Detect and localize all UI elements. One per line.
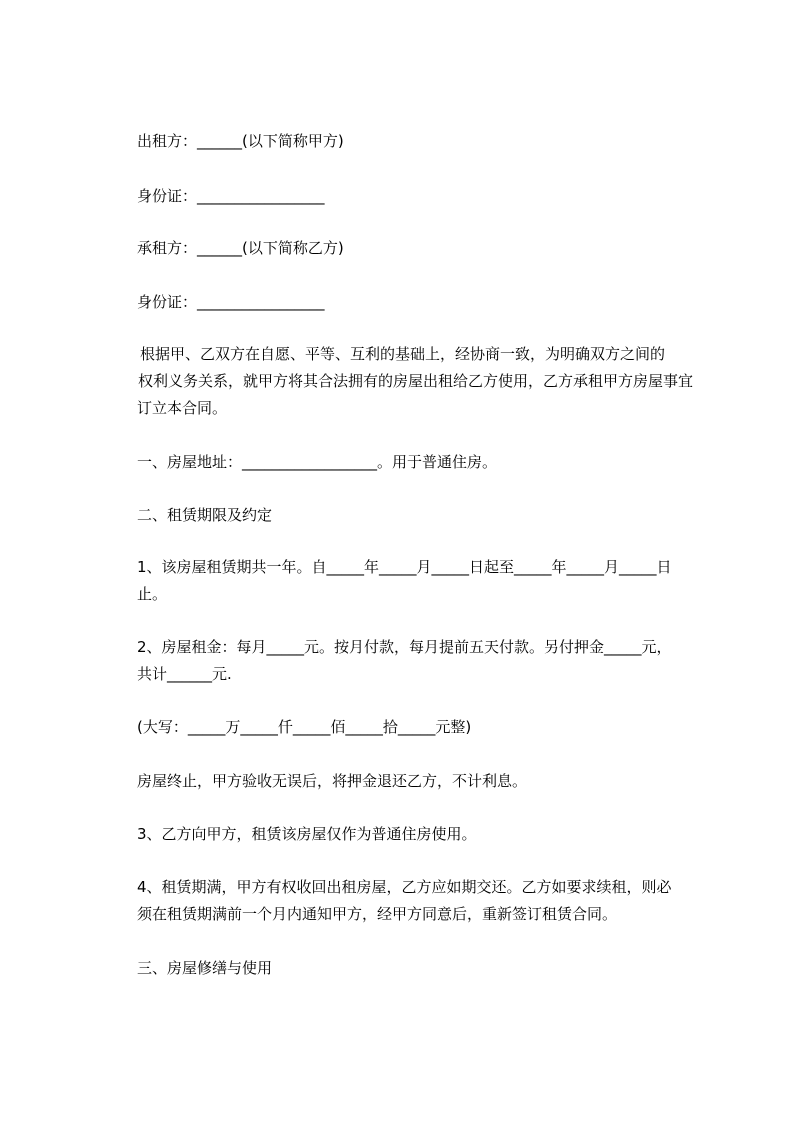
clause-4-line-2: 须在租赁期满前一个月内通知甲方，经甲方同意后，重新签订租赁合同。 (137, 905, 618, 923)
lessor-line: 出租方：______(以下简称甲方) (137, 132, 344, 150)
clause-1-line-2: 止。 (137, 585, 168, 603)
lessee-id-line: 身份证：_________________ (137, 293, 325, 311)
preamble-line-3: 订立本合同。 (137, 399, 228, 417)
lessee-line: 承租方：______(以下简称乙方) (137, 239, 344, 257)
capital-amount-line: (大写：_____万_____仟_____佰_____拾_____元整) (137, 718, 472, 736)
section-1-address: 一、房屋地址：__________________。用于普通住房。 (137, 453, 498, 471)
section-2-title: 二、租赁期限及约定 (137, 506, 273, 524)
clause-1-line-1: 1、该房屋租赁期共一年。自_____年_____月_____日起至_____年_____月_____日 (137, 558, 672, 576)
clause-3-line: 3、乙方向甲方，租赁该房屋仅作为普通住房使用。 (137, 825, 477, 843)
preamble-line-2: 权利义务关系，就甲方将其合法拥有的房屋出租给乙方使用，乙方承租甲方房屋事宜 (138, 372, 694, 390)
preamble-line-1: 根据甲、乙双方在自愿、平等、互利的基础上，经协商一致，为明确双方之间的 (140, 345, 666, 363)
section-3-title: 三、房屋修缮与使用 (137, 959, 273, 977)
clause-4-line-1: 4、租赁期满，甲方有权收回出租房屋，乙方应如期交还。乙方如要求续租，则必 (137, 878, 672, 896)
clause-2-line-1: 2、房屋租金：每月_____元。按月付款，每月提前五天付款。另付押金_____元， (137, 638, 672, 656)
lessor-id-line: 身份证：_________________ (137, 187, 325, 205)
deposit-return-line: 房屋终止，甲方验收无误后，将押金退还乙方，不计利息。 (137, 772, 528, 790)
clause-2-line-2: 共计______元. (137, 665, 232, 683)
